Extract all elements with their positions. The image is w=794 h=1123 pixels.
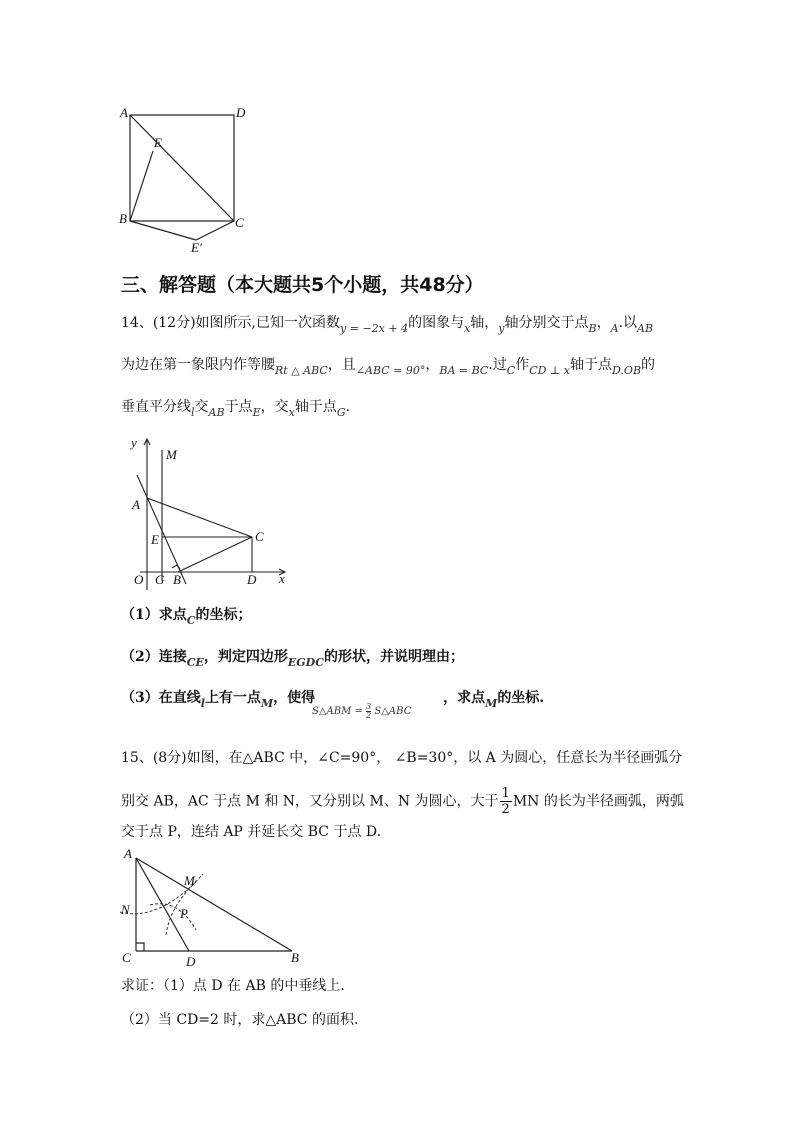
label-e: E bbox=[154, 135, 162, 150]
label-a: A bbox=[132, 497, 140, 512]
segment-e-prime-c bbox=[196, 221, 234, 240]
q15-proof-2: （2）当 CD=2 时，求△ABC 的面积. bbox=[121, 1012, 359, 1028]
segment-ac bbox=[130, 115, 234, 221]
segment-ad bbox=[136, 858, 189, 951]
label-m: M bbox=[184, 873, 195, 888]
label-m: M bbox=[166, 447, 177, 462]
label-a: A bbox=[124, 846, 132, 861]
figure-coordinate-plane bbox=[120, 432, 300, 592]
segment-be bbox=[130, 151, 153, 221]
label-y: y bbox=[131, 435, 137, 450]
label-d: D bbox=[186, 954, 196, 968]
right-angle-mark bbox=[136, 943, 144, 951]
label-n: N bbox=[121, 902, 130, 917]
q15-line-2: 别交 AB，AC 于点 M 和 N，又分别以 M、N 为圆心，大于 $\frac{1}{2}$ MN 的长为半径画弧，两弧 bbox=[121, 786, 684, 817]
q14-sub-3: （3）在直线$_l$上有一点$_M$，使得 ，求点$_M$的坐标. bbox=[121, 690, 545, 710]
figure-triangle-construction bbox=[115, 843, 315, 968]
label-e-prime: E' bbox=[191, 240, 202, 255]
label-c: C bbox=[235, 215, 244, 230]
section-heading: 三、解答题（本大题共5个小题，共48分） bbox=[121, 274, 484, 296]
label-p: P bbox=[180, 906, 188, 921]
q14-sub-1: （1）求点$_C$的坐标； bbox=[121, 607, 252, 627]
q14-sub-2: （2）连接$_{CE}$，判定四边形$_{EGDC}$的形状，并说明理由； bbox=[121, 649, 464, 669]
q15-line-1: 15、(8分)如图，在△ABC 中，∠C=90°， ∠B=30°，以 A 为圆心，任意长为半径画弧分 bbox=[121, 750, 683, 766]
arc-centered-n bbox=[150, 904, 196, 930]
label-g: G bbox=[155, 572, 165, 587]
label-o: O bbox=[134, 572, 144, 587]
q14-line-3: 垂直平分线$_l$交$_{AB}$于点$_E$，交$_x$轴于点$_G$. bbox=[121, 399, 351, 419]
segment-bc bbox=[178, 537, 252, 572]
label-d: D bbox=[247, 572, 257, 587]
segment-ab bbox=[136, 858, 292, 951]
figure-square-abcd bbox=[110, 100, 270, 260]
q14-line-2: 为边在第一象限内作等腰$_{Rt \triangle ABC}$，且$_{\angle ABC = 90^\circ}$，$_{BA = BC}$.过$_C$作$_{CD \perp x}$轴于点$_{D.OB}$的 bbox=[121, 357, 656, 377]
q15-line-3: 交于点 P，连结 AP 并延长交 BC 于点 D. bbox=[121, 824, 382, 840]
label-d: D bbox=[236, 105, 246, 120]
area-formula: S△ABM = $\frac{3}{2}$ S△ABC bbox=[312, 702, 412, 720]
q15-proof-1: 求证：（1）点 D 在 AB 的中垂线上. bbox=[121, 978, 345, 994]
label-e: E bbox=[151, 532, 159, 547]
label-x: x bbox=[279, 571, 285, 586]
label-b: B bbox=[119, 211, 127, 226]
label-b: B bbox=[291, 950, 299, 965]
segment-be-prime bbox=[130, 221, 196, 240]
fraction-half: $\frac{1}{2}$ bbox=[501, 786, 510, 817]
label-b: B bbox=[173, 572, 181, 587]
label-c: C bbox=[122, 950, 131, 965]
label-a: A bbox=[120, 105, 128, 120]
label-c: C bbox=[255, 529, 264, 544]
q14-line-1: 14、(12分)如图所示,已知一次函数$_{y = -2x + 4}$的图象与$_x$轴，$_y$轴分别交于点$_B$，$_A$.以$_{AB}$ bbox=[121, 315, 654, 335]
